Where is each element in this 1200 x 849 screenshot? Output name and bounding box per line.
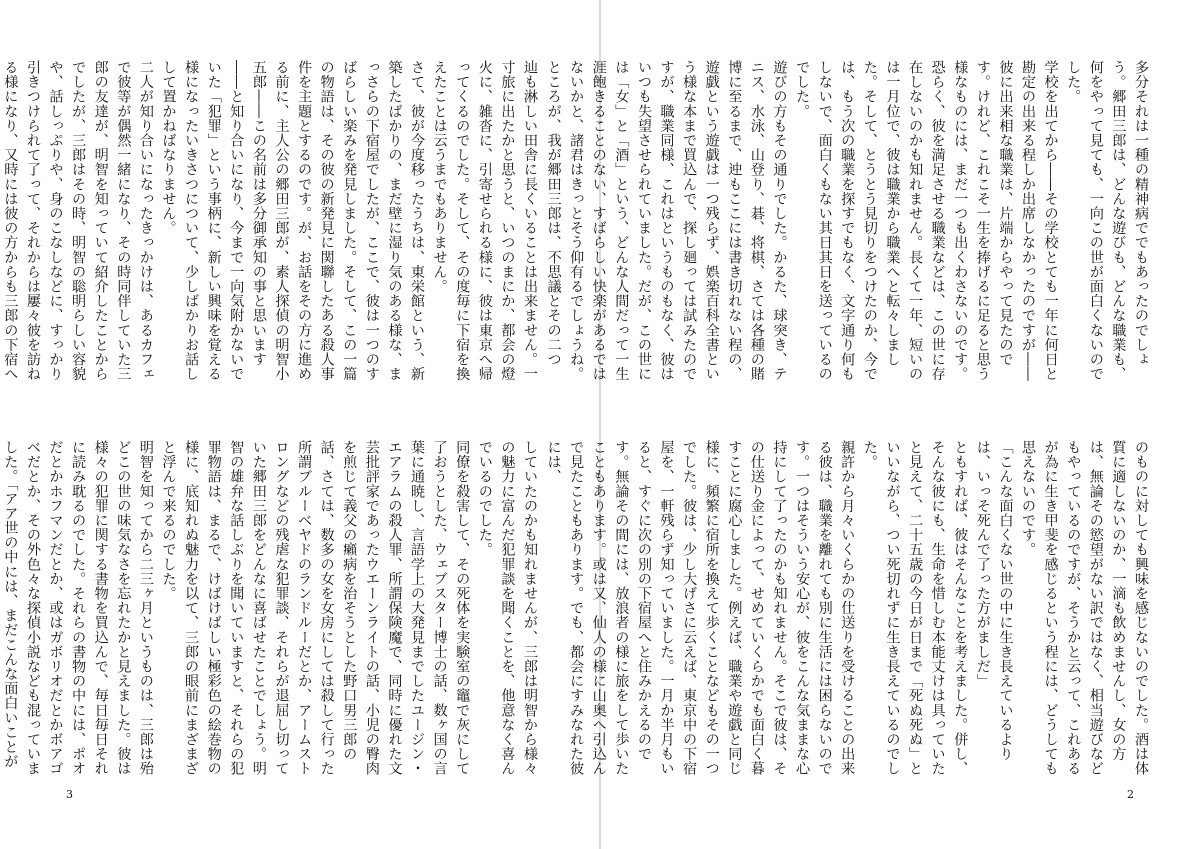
text-block-lower: していたのかも知れませんが、三郎は明智から様々の魅力に富んだ犯罪談を聞くことを、他意なく喜んでいるのでした。 同僚を殺害して、その死体を実験室の竈で灰にして了おうとした、ウェブスター博士の話、数ヶ国の言葉に通暁し、言語学上の大発見までしたユージン・エアラムの殺人罪、所謂保険魔で、同時に優れた文芸批評家であったウエーンライトの話、小児の臀肉を煎じて義父の癩病を治そうとした野口男三郎の話、さては、数多の女を女房にしては殺して行った所謂ブルーベヤドのランドルーだとか、アームストロングなどの残虐な犯罪談、それらが退屈し切っていた郷田三郎をどんなに喜ばせたことでしょう。明智の雄弁な話しぶりを聞いていますと、それらの犯罪物語は、まるで、けばけばしい極彩色の絵巻物の様に、底知れぬ魅力を以て、三郎の眼前にまざまざと浮んで来るのでした。 明智を知ってから二三ヶ月というものは、三郎は殆どこの世の味気なさを忘れたかと見えました。彼は様々の犯罪に関する書物を買込んで、毎日毎日それに読み耽るのでした。それらの書物の中には、ポオだとかホフマンだとか、或はガボリオだとかボアゴベだとか、その外色々な探偵小説なども混っていました。「アア世の中には、まだこんな面白いことが (2, 440, 538, 776)
page-number: 2 (1127, 788, 1134, 801)
page-number: 3 (66, 788, 73, 801)
text-block-upper: 辿も淋しい田舎に長くいることは出来ません。一寸旅に出たかと思うと、いつのまにか、都会の燈火に、雑沓に、引寄せられる様に、彼は東京へ帰ってくるのでした。そして、その度毎に下宿を換えたことは云うまでもありません。 さて、彼が今度移ったうちは、東栄館という、新築したばかりの、まだ壁に湿り気のある様な、まっさらの下宿屋でしたが、ここで、彼は一つのすばらしい楽みを発見しました。そして、この一篇の物語は、その彼の新発見に関聯したある殺人事件を主題とするのです。が、お話をその方に進める前に、主人公の郷田三郎が、素人探偵の明智小五郎――この名前は多分御承知の事と思います――と知り合いになり、今まで一向気附かないでいた「犯罪」という事柄に、新しい興味を覚える様になったいきさつについて、少しばかりお話しして置かねばなりません。 二人が知り合いになったきっかけは、あるカフェで彼等が偶然一緒になり、その時同伴していた三郎の友達が、明智を知っていて紹介したことからでしたが、三郎はその時、明智の聡明らしい容貌や、話しっぷりや、身のこなしなどに、すっかり引きつけられて了って、それからは屢々彼を訪ねる様になり、又時には彼の方からも三郎の下宿へ (2, 60, 538, 382)
text-block-lower: のものに対しても興味を感じないのでした。酒は体質に適しないのか、一滴も飲めませんし、女の方は、無論その慾望がない訳ではなく、相当遊びなどもやっているのですが、そうかと云って、これあるが為に生き甲斐を感じるという程には、どうしても思えないのです。 「こんな面白くない世の中に生き長えているよりは、いっそ死んで了った方がましだ」 ともすれば、彼はそんなことを考えました。併し、そんな彼にも、生命を惜しむ本能丈けは具っていたと見えて、二十五歳の今日が日まで「死ぬ死ぬ」といいながら、つい死切れずに生き長えているのでした。 親許から月々いくらかの仕送りを受けることの出来る彼は、職業を離れても別に生活には困らないのです。一つはそういう安心が、彼をこんな気ままな心持にして了ったのかも知れません。そこで彼は、その仕送り金によって、せめていくらかでも面白く暮すことに腐心しました。例えば、職業や遊戯と同じ様に、頻繁に宿所を換えて歩くことなどもその一つでした。彼は、少し大げさに云えば、東京中の下宿屋を、一軒残らず知っていました。一月か半月もいると、すぐに次の別の下宿屋へと住みかえるのです。無論その間には、放浪者の様に旅をして歩いたこともあります。或は又、仙人の様に山奥へ引込んで見たこともあります。でも、都会にすみなれた彼には、 (545, 440, 1149, 776)
page-left (0, 0, 599, 849)
page-right (545, 0, 1200, 849)
text-block-upper: 多分それは一種の精神病ででもあったのでしょう。郷田三郎は、どんな遊びも、どんな職業も、何をやって見ても、一向この世が面白くないのでした。 学校を出てから――その学校とても一年に何日と勘定の出来る程しか出席しなかったのですが――彼に出来相な職業は、片端からやって見たのです。けれど、これこそ一生を捧げるに足ると思う様なものには、まだ一つも出くわさないのです。恐らく、彼を満足させる職業などは、この世に存在しないのかも知れません。長くて一年、短いのは一月位で、彼は職業から職業へと転々しました。そして、とうとう見切りをつけたのか、今では、もう次の職業を探すでもなく、文字通り何もしないで、面白くもない其日其日を送っているのでした。 遊びの方もその通りでした。かるた、球突き、テニス、水泳、山登り、碁、将棋、さては各種の賭博に至るまで、迚もここには書き切れない程の、遊戯という遊戯は一つ残らず、娯楽百科全書という様な本まで買込んで、探し廻っては試みたのですが、職業同様、これはというものもなく、彼はいつも失望させられていました。だが、この世には「女」と「酒」という、どんな人間だって一生涯飽きることのない、すばらしい快楽があるではないかと、諸君はきっとそう仰有るでしょうね。ところが、我が郷田三郎は、不思議とその二つ (545, 60, 1149, 382)
